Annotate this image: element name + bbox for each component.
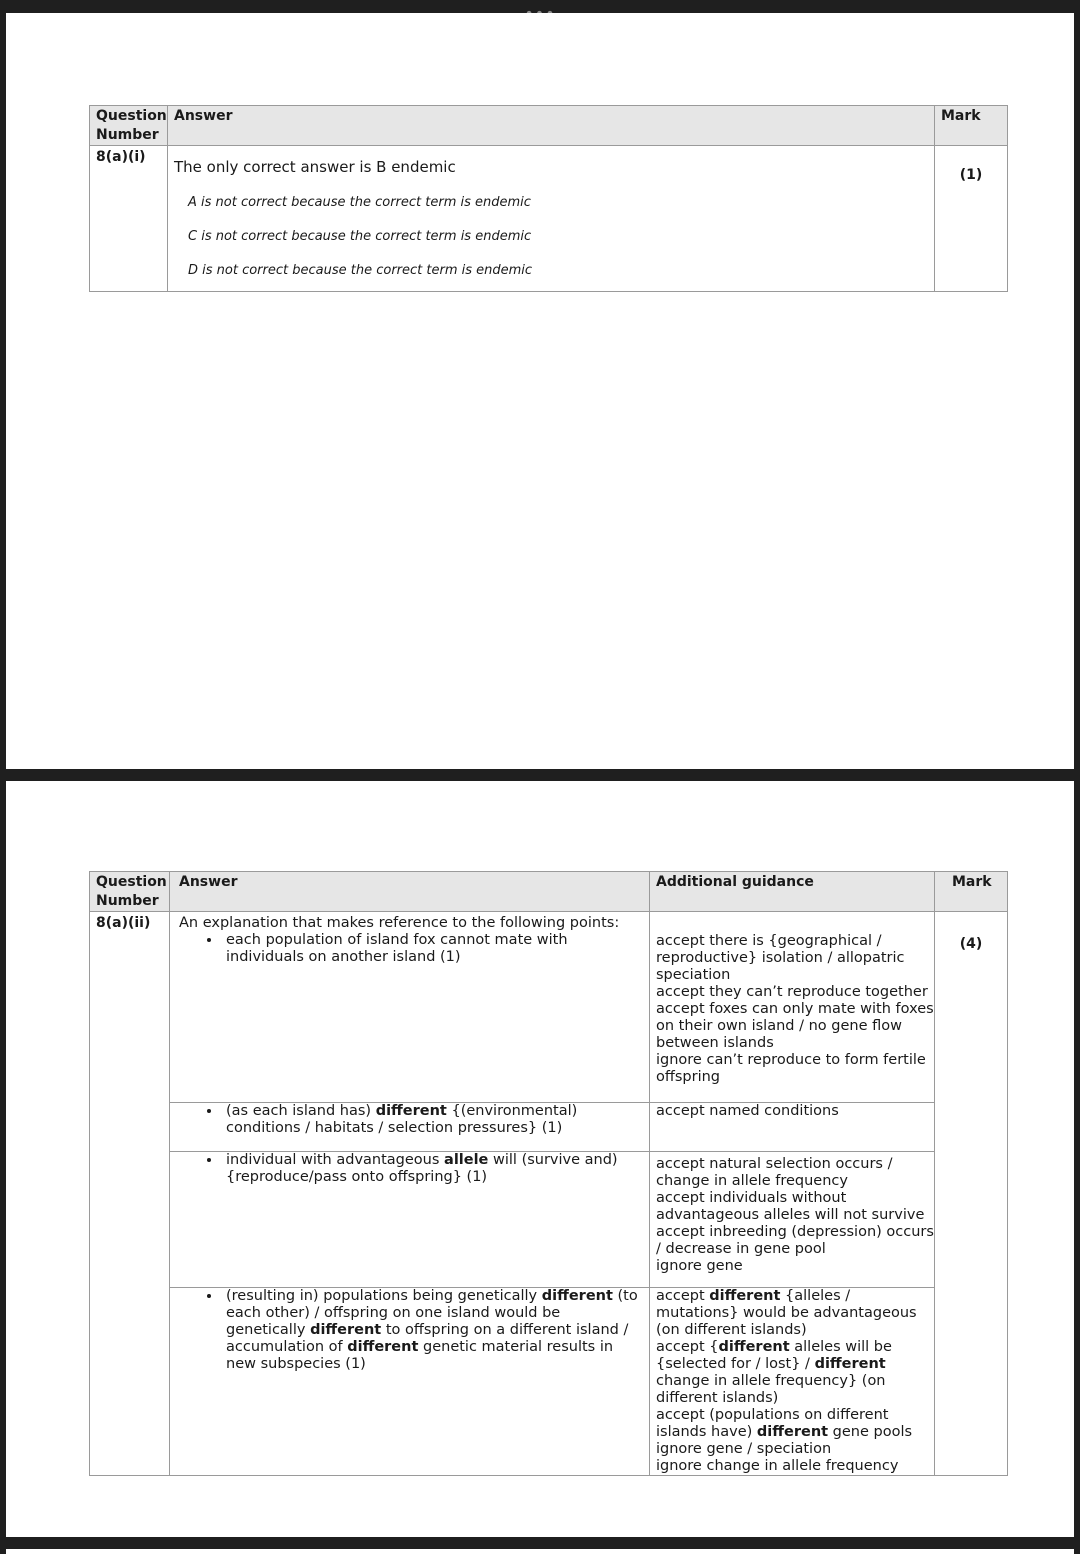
answer-intro: An explanation that makes reference to the following points: [179,915,620,931]
guidance-line: accept different {alleles / mutations} would be advantageous (on different islands) [656,1288,917,1338]
question-number: 8(a)(ii) [90,912,170,1476]
guidance-line: accept foxes can only mate with foxes on their own island / no gene flow between islands [656,1001,934,1051]
answer-cell [168,146,935,292]
answer-point-cell [170,1152,650,1288]
guidance-cell [650,1152,935,1288]
answer-point: • individual with advantageous allele will (survive and) {reproduce/pass onto offspring} (1) [222,1152,641,1186]
guidance-line: ignore gene [656,1258,743,1274]
guidance-line: accept they can’t reproduce together [656,984,928,1000]
additional-guidance-header: Additional guidance [650,872,935,912]
document-page-2 [6,781,1074,1537]
guidance-line: accept there is {geographical / reproductive} isolation / allopatric speciation [656,933,905,983]
question-number-header: Question Number [90,872,170,912]
guidance-cell [650,1288,935,1476]
answer-header: Answer [168,106,935,146]
document-page-3-top [6,1549,1074,1554]
guidance-line: accept {different alleles will be {selected for / lost} / different change in allele frequency} (on different islands) [656,1339,892,1406]
answer-point: • (resulting in) populations being genetically different (to each other) / offspring on one island would be genetically different to offspring on a different island / accumulation of different genetic material results in new subspecies (1) [222,1288,641,1373]
answer-header: Answer [170,872,650,912]
guidance-line: accept inbreeding (depression) occurs / decrease in gene pool [656,1224,934,1257]
answer-point: • each population of island fox cannot mate with individuals on another island (1) [222,932,641,966]
guidance-line: accept named conditions [656,1103,839,1119]
answer-point: • (as each island has) different {(environmental) conditions / habitats / selection pressures} (1) [222,1103,641,1137]
guidance-line: accept (populations on different islands have) different gene pools [656,1407,913,1440]
answer-note: C is not correct because the correct term is endemic [188,229,532,244]
guidance-cell [650,1103,935,1152]
answer-point-cell [170,1103,650,1152]
question-number: 8(a)(i) [90,146,168,292]
guidance-cell [650,912,935,1103]
mark-value: (4) [935,912,1008,1476]
mark-header: Mark [935,106,1008,146]
mark-header: Mark [935,872,1008,912]
guidance-line: accept individuals without advantageous alleles will not survive [656,1190,925,1223]
mark-scheme-table-8ai [89,105,1008,292]
guidance-line: ignore change in allele frequency [656,1458,899,1474]
document-page-1 [6,13,1074,769]
question-number-header: Question Number [90,106,168,146]
mark-value: (1) [935,146,1008,292]
guidance-line: accept natural selection occurs / change in allele frequency [656,1156,893,1189]
guidance-line: ignore gene / speciation [656,1441,832,1457]
correct-answer-text: The only correct answer is B endemic [174,158,456,176]
answer-note: D is not correct because the correct term is endemic [188,263,533,278]
answer-point-cell [170,912,650,1103]
answer-point-cell [170,1288,650,1476]
mark-scheme-table-8aii [89,871,1008,1476]
guidance-line: ignore can’t reproduce to form fertile offspring [656,1052,926,1085]
answer-note: A is not correct because the correct term is endemic [188,195,531,210]
